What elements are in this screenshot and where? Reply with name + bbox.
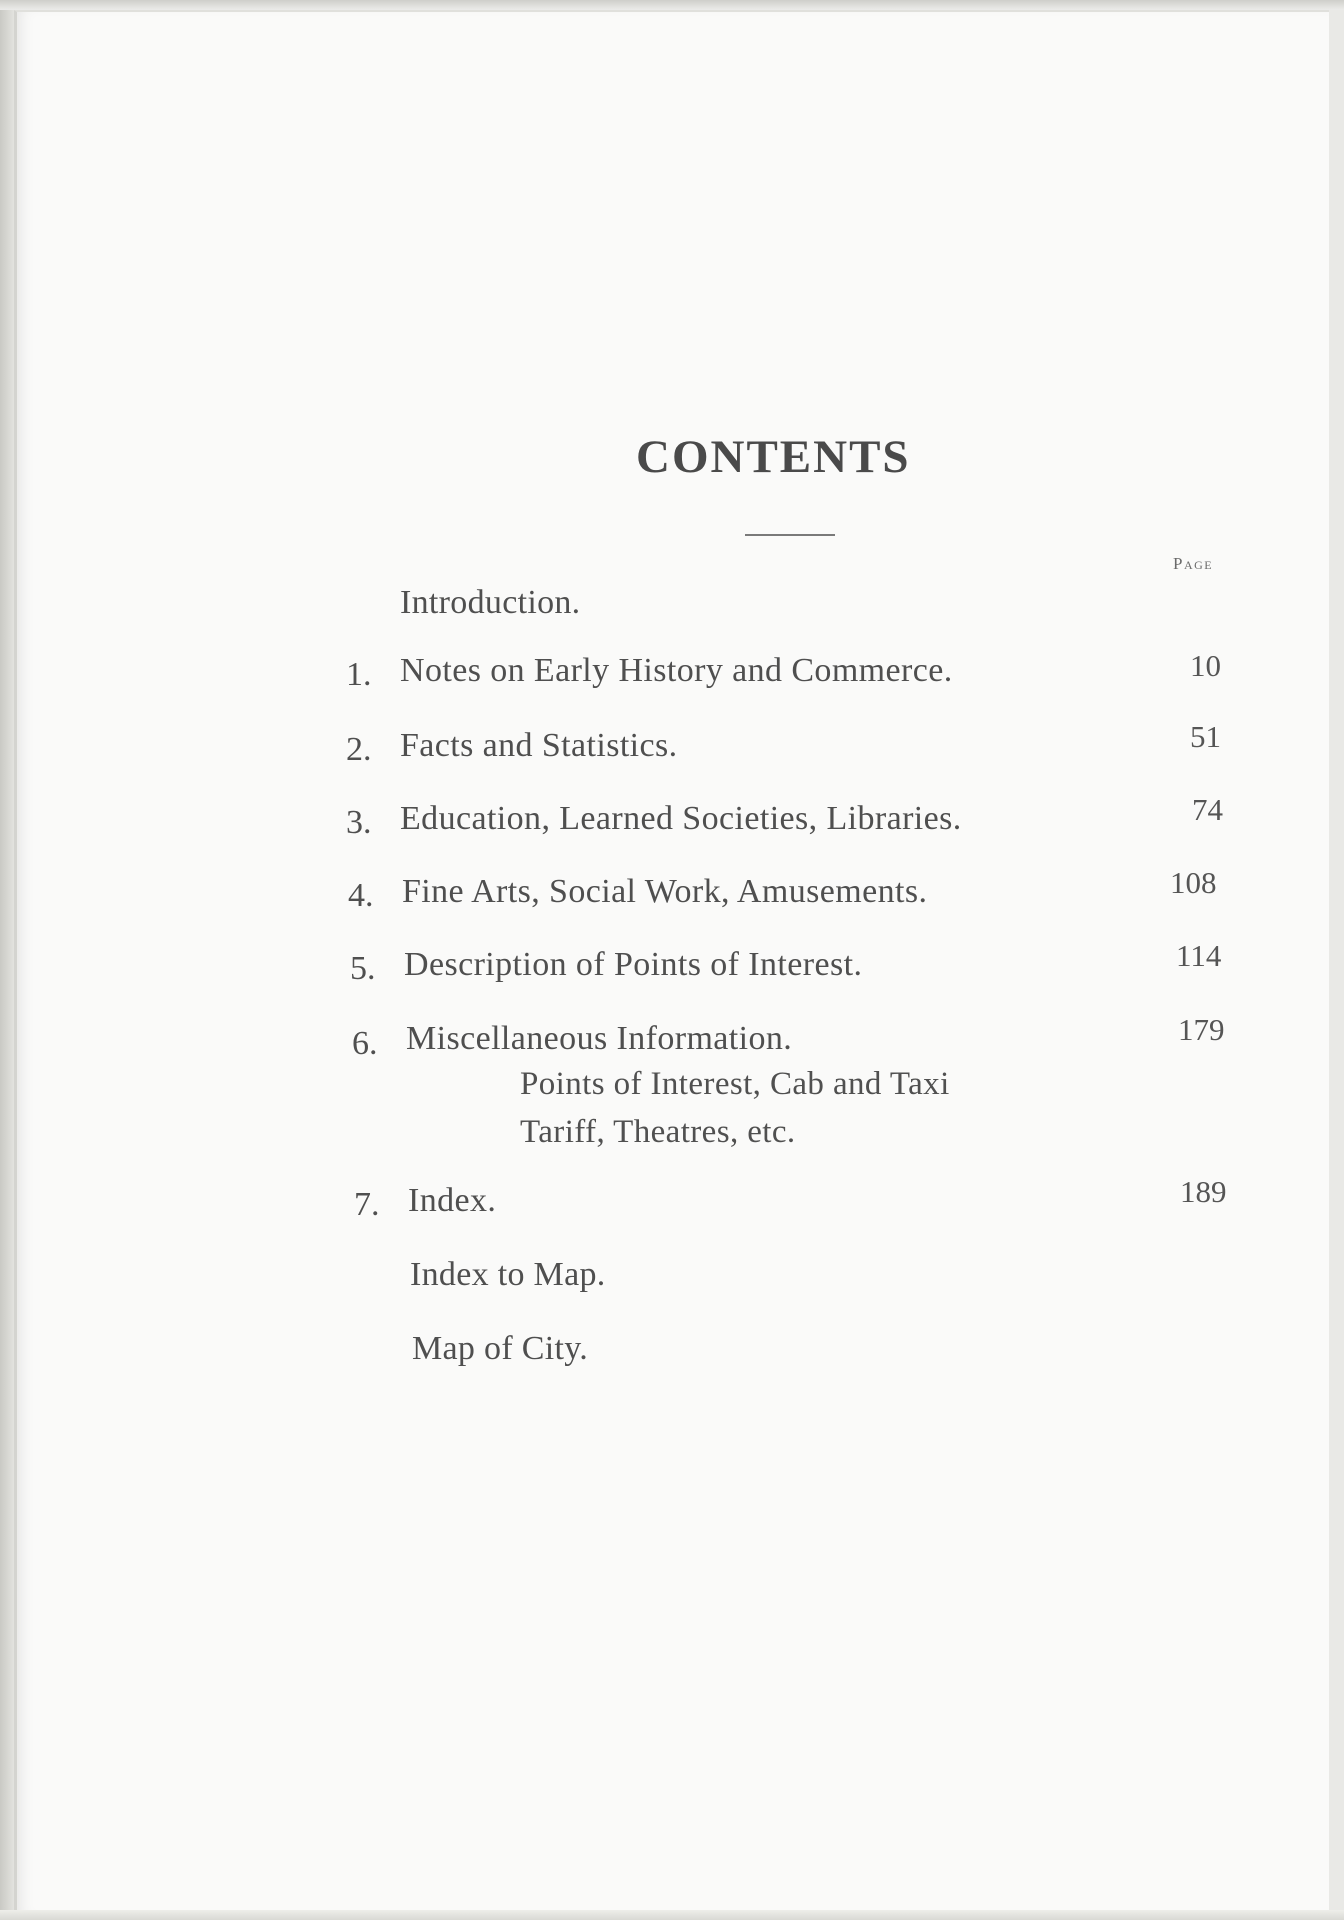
toc-entry-label: Facts and Statistics.	[400, 727, 678, 764]
toc-entry-introduction: Introduction.	[400, 584, 581, 621]
toc-entry-subline: Points of Interest, Cab and Taxi	[520, 1066, 950, 1102]
toc-entry-page: 179	[1178, 1012, 1225, 1047]
toc-entry-number: 4.	[348, 877, 374, 914]
toc-entry-page: 114	[1176, 938, 1222, 973]
title-divider	[745, 534, 835, 536]
page-column-heading: Page	[1173, 554, 1214, 573]
toc-entry-page: 74	[1192, 792, 1223, 827]
toc-entry-index-to-map: Index to Map.	[410, 1256, 606, 1293]
toc-entry-number: 7.	[354, 1186, 380, 1223]
toc-entry-label: Description of Points of Interest.	[404, 946, 863, 983]
toc-entry-label: Index.	[408, 1182, 497, 1219]
toc-entry-number: 6.	[352, 1025, 378, 1062]
contents-title: CONTENTS	[636, 431, 911, 483]
toc-entry-number: 5.	[350, 950, 376, 987]
toc-entry-number: 1.	[346, 656, 372, 693]
toc-entry-label: Education, Learned Societies, Libraries.	[400, 800, 962, 837]
page-bottom-edge	[0, 1910, 1344, 1920]
toc-entry-label: Fine Arts, Social Work, Amusements.	[402, 873, 928, 910]
toc-entry-page: 10	[1190, 648, 1221, 683]
toc-entry-page: 51	[1190, 719, 1221, 754]
toc-entry-page: 189	[1180, 1174, 1227, 1209]
page-top-edge	[0, 0, 1344, 10]
toc-entry-subline: Tariff, Theatres, etc.	[520, 1114, 796, 1150]
toc-entry-label: Notes on Early History and Commerce.	[400, 652, 953, 689]
book-spine-edge	[0, 0, 14, 1920]
toc-entry-label: Miscellaneous Information.	[406, 1020, 793, 1057]
toc-entry-page: 108	[1170, 865, 1217, 900]
toc-entry-map-of-city: Map of City.	[412, 1330, 589, 1367]
toc-entry-number: 2.	[346, 731, 372, 768]
toc-entry-number: 3.	[346, 804, 372, 841]
